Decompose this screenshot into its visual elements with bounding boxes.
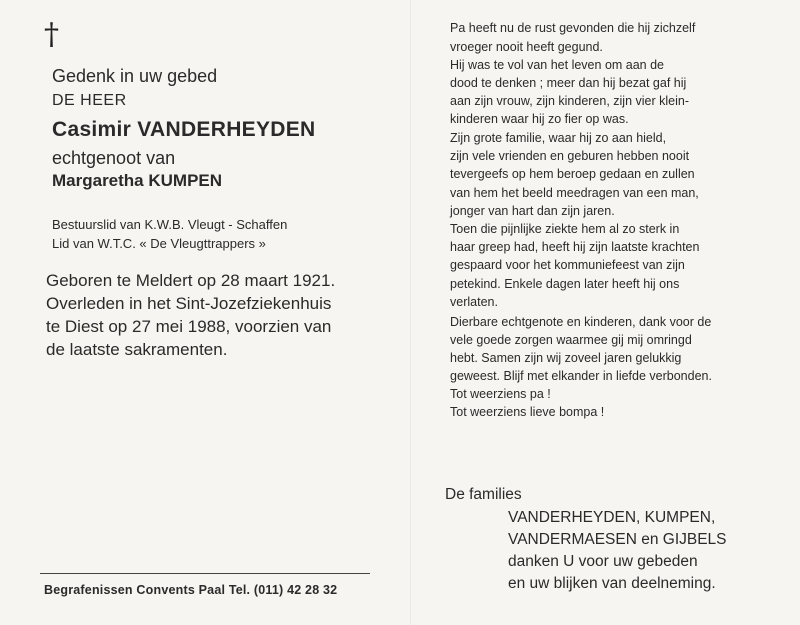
biography-line: te Diest op 27 mei 1988, voorzien van xyxy=(46,317,332,336)
text-line: gespaard voor het kommuniefeest van zijn xyxy=(450,258,685,272)
membership-line: Lid van W.T.C. « De Vleugttrappers » xyxy=(52,236,266,251)
funeral-home-footer: Begrafenissen Convents Paal Tel. (011) 42 28 32 xyxy=(44,583,338,597)
text-line: van hem het beeld meedragen van een man, xyxy=(450,186,699,200)
family-names: VANDERHEYDEN, KUMPEN, xyxy=(508,509,716,526)
biography-line: de laatste sakramenten. xyxy=(46,340,228,359)
text-line: petekind. Enkele dagen later heeft hij ons xyxy=(450,277,680,291)
family-names: VANDERMAESEN en GIJBELS xyxy=(508,531,727,548)
thanks-line: danken U voor uw gebeden xyxy=(508,553,698,570)
text-line: tevergeefs op hem beroep gedaan en zullen xyxy=(450,167,695,181)
text-line: verlaten. xyxy=(450,295,498,309)
biography-line: Overleden in het Sint-Jozefziekenhuis xyxy=(46,294,332,313)
text-line: Dierbare echtgenote en kinderen, dank voor de xyxy=(450,315,712,329)
membership-line: Bestuurslid van K.W.B. Vleugt - Schaffen xyxy=(52,217,288,232)
text-line: Zijn grote familie, waar hij zo aan hield, xyxy=(450,131,667,145)
text-line: zijn vele vrienden en geburen hebben nooit xyxy=(450,149,690,163)
card-fold xyxy=(410,0,411,625)
cross-icon: † xyxy=(44,17,59,52)
intro-text: Gedenk in uw gebed xyxy=(52,66,218,86)
text-line: dood te denken ; meer dan hij bezat gaf hij xyxy=(450,76,687,90)
text-line: Tot weerziens lieve bompa ! xyxy=(450,405,605,419)
text-line: jonger van hart dan zijn jaren. xyxy=(450,204,615,218)
biography-line: Geboren te Meldert op 28 maart 1921. xyxy=(46,271,336,290)
text-line: vele goede zorgen waarmee gij mij omringd xyxy=(450,333,692,347)
honorific: DE HEER xyxy=(52,92,127,109)
text-line: Tot weerziens pa ! xyxy=(450,387,551,401)
text-line: Hij was te vol van het leven om aan de xyxy=(450,58,665,72)
text-line: vroeger nooit heeft gegund. xyxy=(450,40,603,54)
text-line: Pa heeft nu de rust gevonden die hij zichzelf xyxy=(450,21,696,35)
families-intro: De families xyxy=(445,486,522,503)
relation-text: echtgenoot van xyxy=(52,148,176,168)
text-line: kinderen waar hij zo fier op was. xyxy=(450,112,629,126)
text-line: hebt. Samen zijn wij zoveel jaren gelukkig xyxy=(450,351,682,365)
text-line: aan zijn vrouw, zijn kinderen, zijn vier klein- xyxy=(450,94,689,108)
thanks-line: en uw blijken van deelneming. xyxy=(508,575,716,592)
deceased-name: Casimir VANDERHEYDEN xyxy=(52,118,316,141)
text-line: geweest. Blijf met elkander in liefde verbonden. xyxy=(450,369,712,383)
footer-divider xyxy=(40,573,370,574)
spouse-name: Margaretha KUMPEN xyxy=(52,171,223,190)
text-line: Toen die pijnlijke ziekte hem al zo sterk in xyxy=(450,222,680,236)
text-line: haar greep had, heeft hij zijn laatste krachten xyxy=(450,240,700,254)
